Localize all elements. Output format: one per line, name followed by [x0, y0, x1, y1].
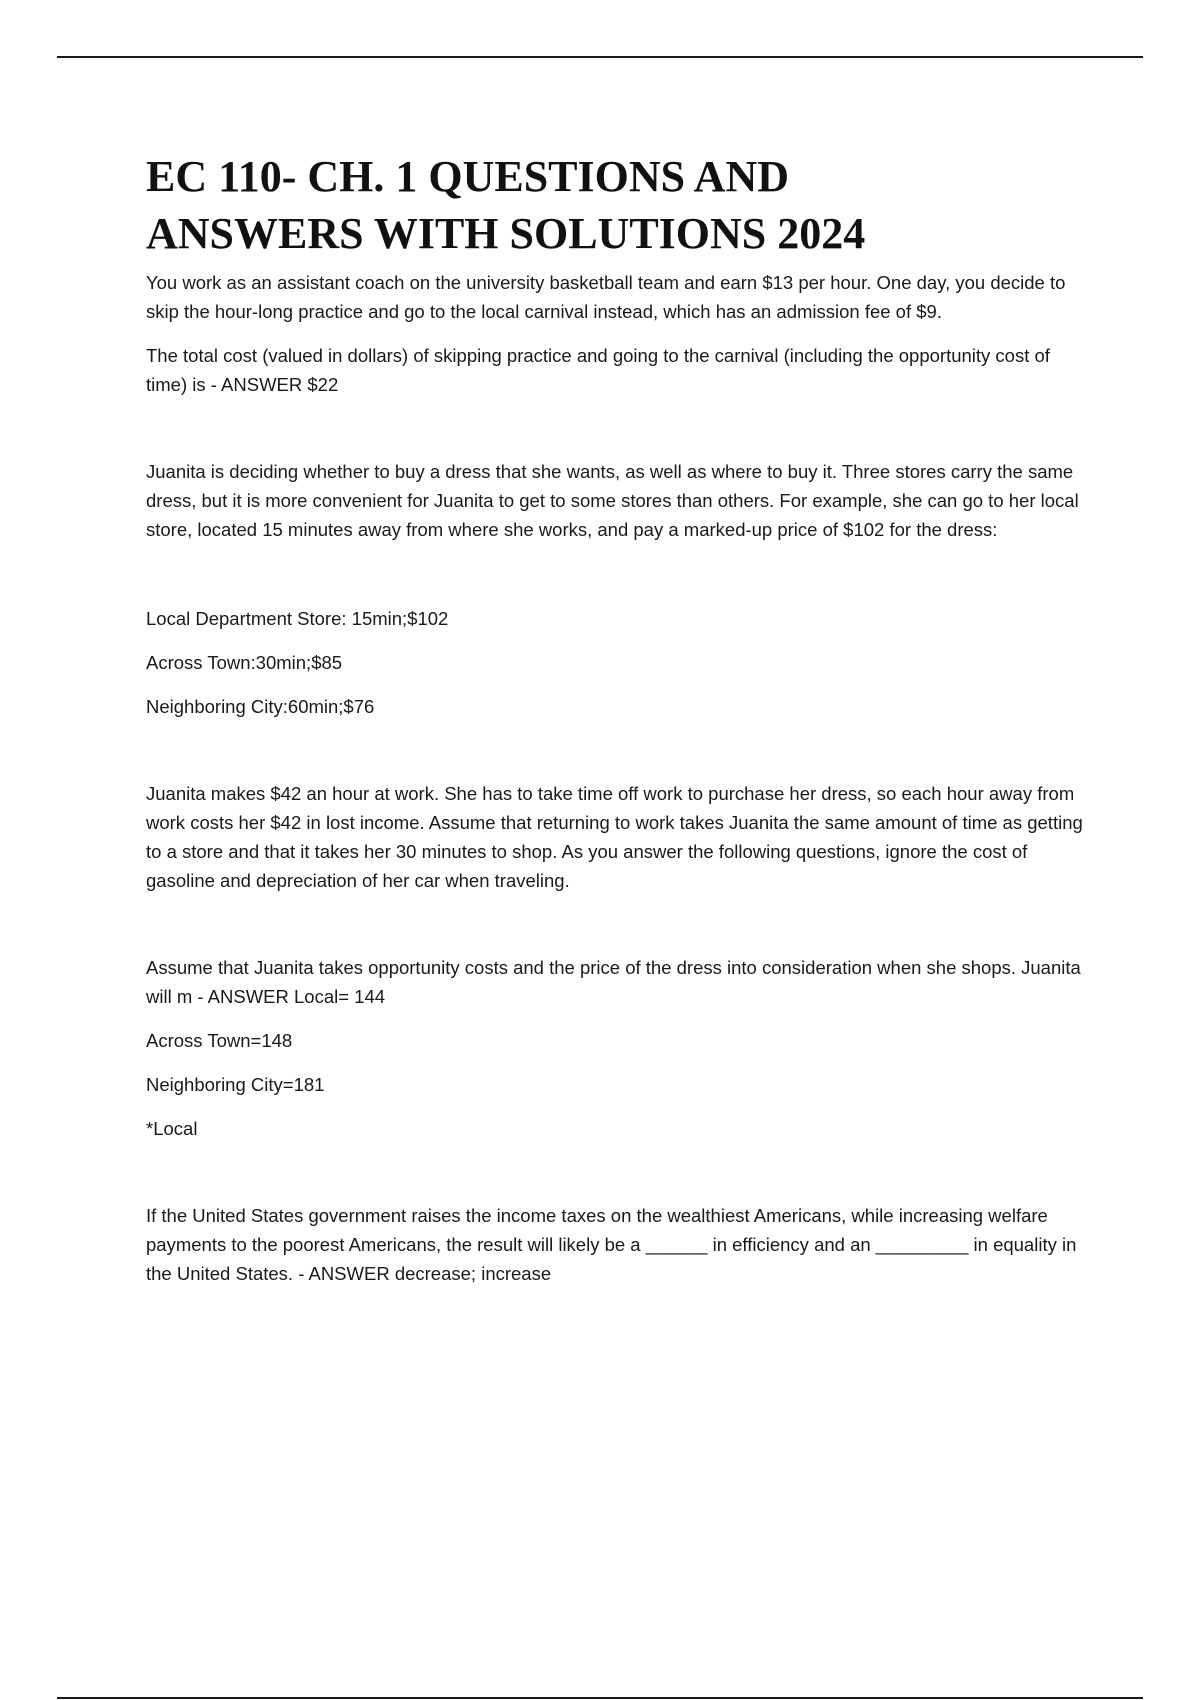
- title-line-2: ANSWERS WITH SOLUTIONS 2024: [146, 209, 866, 258]
- answer-choice: *Local: [146, 1118, 198, 1139]
- top-rule: [57, 56, 1143, 58]
- answer-across-town: Across Town=148: [146, 1030, 293, 1051]
- document-title: [146, 148, 1096, 262]
- q2-question: Assume that Juanita takes opportunity costs and the price of the dress into consideration when she shops. Juanita will m - ANSWER Local= 144: [146, 957, 1081, 1007]
- q1-question: The total cost (valued in dollars) of skipping practice and going to the carnival (including the opportunity cost of time) is - ANSWER $22: [146, 345, 1050, 395]
- answer-neighboring-city: Neighboring City=181: [146, 1074, 325, 1095]
- q3-question: If the United States government raises the income taxes on the wealthiest Americans, while increasing welfare payments to the poorest Americans, the result will likely be a ______ in efficiency and an _________ in equality in the United States. - ANSWER decrease; increase: [146, 1205, 1077, 1284]
- store-across-town: Across Town:30min;$85: [146, 652, 343, 673]
- document-body: [146, 148, 1096, 1288]
- q2-intro: Juanita is deciding whether to buy a dress that she wants, as well as where to buy it. Three stores carry the same dress, but it is more convenient for Juanita to get to some stores than others. For example, she can go to her local store, located 15 minutes away from where she works, and pay a marked-up price of $102 for the dress:: [146, 461, 1079, 540]
- q2-wage-paragraph: Juanita makes $42 an hour at work. She has to take time off work to purchase her dress, so each hour away from work costs her $42 in lost income. Assume that returning to work takes Juanita the same amount of time as getting to a store and that it takes her 30 minutes to shop. As you answer the following questions, ignore the cost of gasoline and depreciation of her car when traveling.: [146, 783, 1083, 891]
- q1-scenario: You work as an assistant coach on the university basketball team and earn $13 per hour. One day, you decide to skip the hour-long practice and go to the local carnival instead, which has an admission fee of $9.: [146, 272, 1066, 322]
- store-local: Local Department Store: 15min;$102: [146, 608, 449, 629]
- bottom-rule: [57, 1697, 1143, 1699]
- store-neighboring-city: Neighboring City:60min;$76: [146, 696, 375, 717]
- title-line-1: EC 110- CH. 1 QUESTIONS AND: [146, 152, 790, 201]
